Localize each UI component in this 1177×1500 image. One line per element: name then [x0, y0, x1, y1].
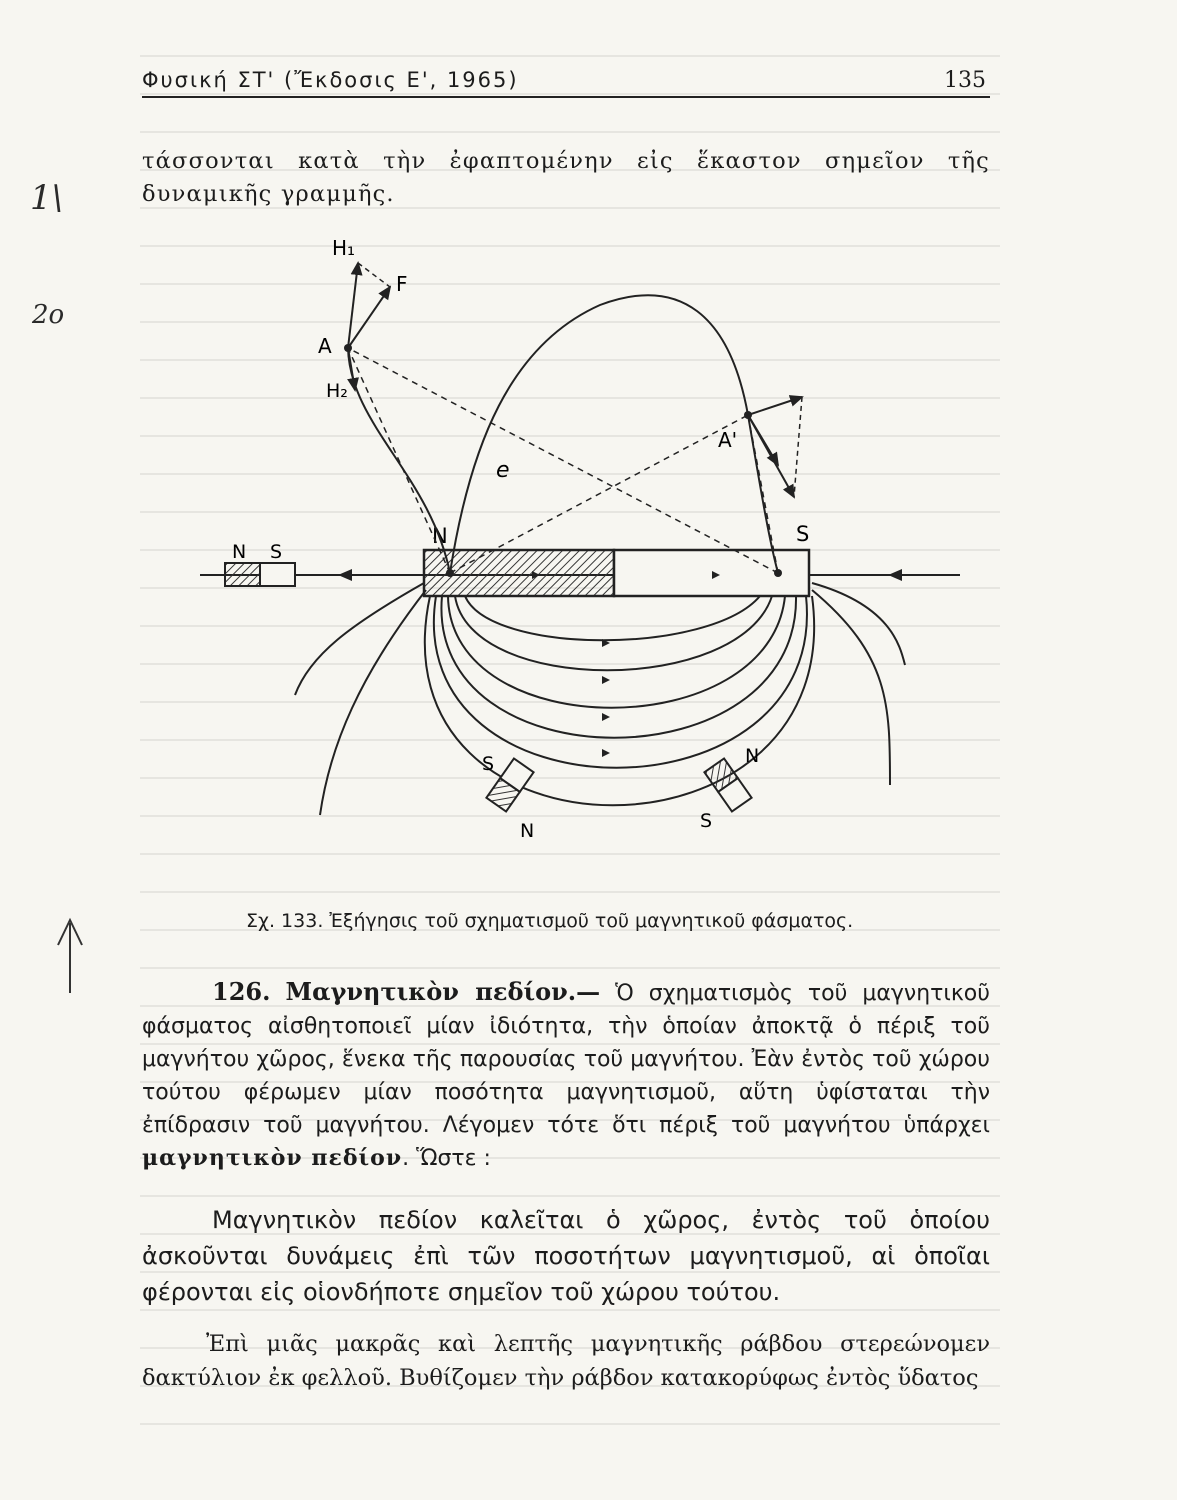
- margin-note-2: 2ο: [32, 300, 65, 330]
- magnetic-field-figure: [200, 225, 980, 905]
- label-a-prime: A': [718, 428, 738, 452]
- label-f: F: [396, 272, 408, 296]
- figure-caption: Σχ. 133. Ἐξήγησις τοῦ σχηματισμοῦ τοῦ μαγνητικοῦ φάσματος.: [246, 910, 854, 932]
- intro-text: τάσσονται κατὰ τὴν ἐφαπτομένην εἰς ἕκαστον σημεῖον τῆς δυναμικῆς γραμμῆς.: [142, 148, 990, 207]
- header-title: Φυσική ΣΤ' (Ἔκδοσις Ε', 1965): [142, 68, 519, 92]
- section-number: 126.: [212, 977, 271, 1006]
- dashed-n-to-a: [348, 348, 450, 573]
- label-s-bottom-left: S: [482, 753, 495, 775]
- small-magnet-south: [260, 563, 295, 586]
- margin-note-1: 1\: [30, 178, 64, 218]
- label-h1: H₁: [332, 236, 356, 260]
- section-body-start: Ὁ σχηματισμὸς τοῦ μαγνητικοῦ φάσματος αἰσθητοποιεῖ μίαν ἰδιότητα, τὴν ὁποίαν ἀποκτᾷ ὁ πέριξ τοῦ μαγνήτου χῶρος, ἕνεκα τῆς παρουσίας τοῦ μαγνήτου. Ἐὰν ἐντὸς τοῦ χώρου τούτου φέρωμεν μίαν ποσότητα μαγνητισμοῦ, αὕτη ὑφίσταται τὴν ἐπίδρασιν τοῦ μαγνήτου. Λέγομεν τότε ὅτι πέριξ τοῦ μαγνήτου ὑπάρχει: [142, 981, 990, 1138]
- label-n-left: N: [232, 541, 247, 563]
- label-h2: H₂: [326, 380, 348, 402]
- label-a: A: [318, 334, 332, 358]
- label-s-bottom-right: S: [700, 810, 713, 832]
- page-number: 135: [944, 68, 986, 93]
- label-n-main: N: [432, 524, 448, 548]
- paragraph-text: Ἐπὶ μιᾶς μακρᾶς καὶ λεπτῆς μαγνητικῆς ράβδου στερεώνομεν δακτύλιον ἐκ φελλοῦ. Βυθίζομεν τὴν ράβδον κατακορύφως ἐντὸς ὕδατος: [142, 1331, 990, 1391]
- definition-text: Μαγνητικὸν πεδίον καλεῖται ὁ χῶρος, ἐντὸς τοῦ ὁποίου ἀσκοῦνται δυνάμεις ἐπὶ τῶν ποσοτήτων μαγνητισμοῦ, αἱ ὁποῖαι φέρονται εἰς οἱονδήποτε σημεῖον τοῦ χώρου τούτου.: [142, 1206, 990, 1306]
- label-n-bottom-right: N: [745, 745, 760, 767]
- label-s-left: S: [270, 541, 283, 563]
- running-header: [142, 68, 990, 98]
- margin-arrow-icon: [50, 915, 90, 995]
- vector-h2: [348, 348, 355, 390]
- section-heading: Μαγνητικὸν πεδίον.—: [285, 977, 601, 1006]
- dashed-s-to-a: [348, 348, 778, 573]
- label-n-bottom-left: N: [520, 820, 535, 842]
- label-e: e: [496, 458, 510, 483]
- a-prime-parallelogram: [794, 397, 802, 497]
- vector-a-prime-1: [748, 397, 802, 415]
- field-line-arrows: [532, 571, 720, 757]
- parallelogram-side: [358, 263, 390, 287]
- section-body-end: . Ὥστε :: [402, 1146, 491, 1171]
- small-magnet-north: [225, 563, 260, 586]
- label-s-main: S: [796, 522, 810, 546]
- lower-field-lines: [295, 583, 905, 815]
- section-126: [142, 975, 990, 1175]
- section-term: μαγνητικὸν πεδίον: [142, 1145, 403, 1171]
